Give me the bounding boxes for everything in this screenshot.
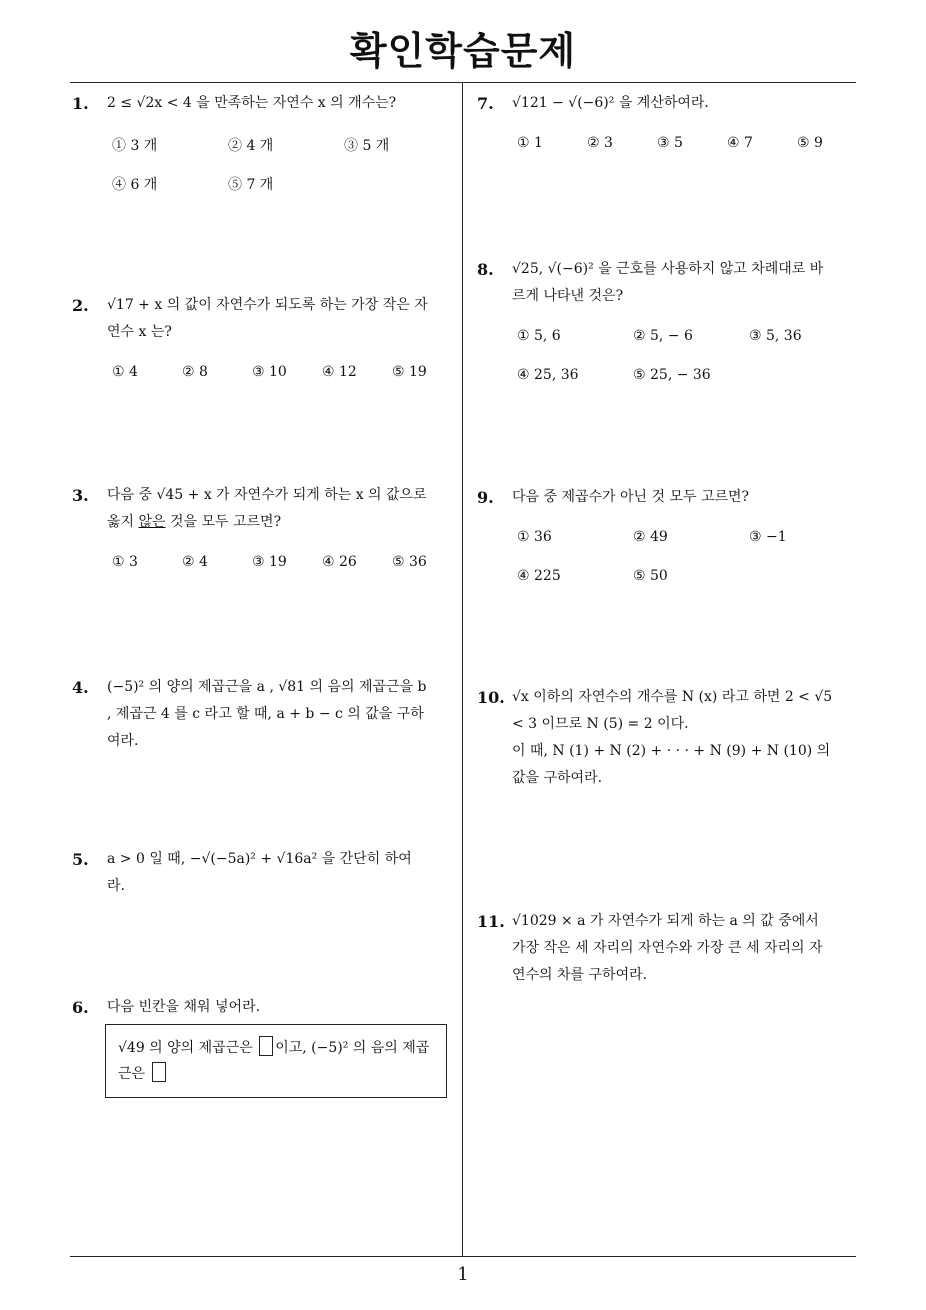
question-1 bbox=[72, 90, 428, 197]
question-number: 4. bbox=[72, 678, 89, 697]
fill-in-text-b: 이고, (−5)² 의 음의 제곱근은 bbox=[118, 1040, 430, 1082]
question-number: 11. bbox=[477, 912, 505, 931]
bottom-rule bbox=[70, 1256, 856, 1257]
question-7 bbox=[477, 90, 833, 155]
question-number: 5. bbox=[72, 850, 89, 869]
question-text: √17 + x 의 값이 자연수가 되도록 하는 가장 작은 자연수 x 는? bbox=[107, 297, 428, 340]
question-6 bbox=[72, 994, 428, 1021]
option-2[interactable]: ② 49 bbox=[633, 529, 668, 545]
question-number: 3. bbox=[72, 486, 89, 505]
option-3[interactable]: ③ 19 bbox=[252, 554, 287, 570]
page-number: 1 bbox=[457, 1264, 469, 1285]
option-3[interactable]: ③ 10 bbox=[252, 364, 287, 380]
option-1[interactable]: ① 4 bbox=[112, 364, 138, 380]
question-8 bbox=[477, 256, 833, 390]
question-text: √x 이하의 자연수의 개수를 N (x) 라고 하면 2 < √5 < 3 이므로 N (5) = 2 이다. bbox=[512, 689, 833, 732]
option-1[interactable]: ① 1 bbox=[517, 135, 543, 151]
option-5[interactable]: ⑤ 50 bbox=[633, 568, 668, 584]
option-1[interactable]: ① 3 bbox=[112, 554, 138, 570]
option-2[interactable]: ② 8 bbox=[182, 364, 208, 380]
question-text-a: 다음 중 √45 + x 가 자연수가 되게 하는 x 의 값으로 옳지 bbox=[107, 487, 427, 530]
option-2[interactable]: ② 3 bbox=[587, 135, 613, 151]
option-3[interactable]: ③ 5 bbox=[657, 135, 683, 151]
question-3 bbox=[72, 482, 428, 574]
option-4[interactable]: ④ 25, 36 bbox=[517, 367, 579, 383]
option-4[interactable]: ④ 6 개 bbox=[112, 177, 158, 193]
option-2[interactable]: ② 4 bbox=[182, 554, 208, 570]
question-number: 2. bbox=[72, 296, 89, 315]
fill-in-text-a: √49 의 양의 제곱근은 bbox=[118, 1040, 258, 1056]
column-divider bbox=[462, 83, 463, 1257]
option-1[interactable]: ① 3 개 bbox=[112, 138, 158, 154]
question-text: √25, √(−6)² 을 근호를 사용하지 않고 차례대로 바르게 나타낸 것은? bbox=[512, 261, 824, 304]
option-4[interactable]: ④ 7 bbox=[727, 135, 753, 151]
question-text: 2 ≤ √2x < 4 을 만족하는 자연수 x 의 개수는? bbox=[107, 95, 397, 111]
question-number: 8. bbox=[477, 260, 494, 279]
option-4[interactable]: ④ 225 bbox=[517, 568, 561, 584]
option-4[interactable]: ④ 12 bbox=[322, 364, 357, 380]
answer-blank-2[interactable] bbox=[152, 1062, 166, 1082]
question-text: √121 − √(−6)² 을 계산하여라. bbox=[512, 95, 709, 111]
question-text-2: 이 때, N (1) + N (2) + · · · + N (9) + N (10) 의 값을 구하여라. bbox=[512, 743, 831, 786]
option-3[interactable]: ③ 5 개 bbox=[344, 138, 390, 154]
option-5[interactable]: ⑤ 9 bbox=[797, 135, 823, 151]
question-5 bbox=[72, 846, 428, 900]
question-2 bbox=[72, 292, 428, 384]
top-rule bbox=[70, 82, 856, 83]
answer-blank-1[interactable] bbox=[259, 1036, 273, 1056]
question-text-b: 것을 모두 고르면? bbox=[165, 514, 282, 530]
option-2[interactable]: ② 5, − 6 bbox=[633, 328, 693, 344]
question-4 bbox=[72, 674, 428, 755]
option-3[interactable]: ③ 5, 36 bbox=[749, 328, 802, 344]
question-11 bbox=[477, 908, 833, 989]
option-5[interactable]: ⑤ 36 bbox=[392, 554, 427, 570]
question-text: (−5)² 의 양의 제곱근을 a , √81 의 음의 제곱근을 b , 제곱근 4 를 c 라고 할 때, a + b − c 의 값을 구하여라. bbox=[107, 679, 427, 749]
question-number: 9. bbox=[477, 488, 494, 507]
option-5[interactable]: ⑤ 25, − 36 bbox=[633, 367, 711, 383]
question-number: 10. bbox=[477, 688, 505, 707]
option-1[interactable]: ① 5, 6 bbox=[517, 328, 561, 344]
question-text: 다음 빈칸을 채워 넣어라. bbox=[107, 999, 261, 1015]
question-number: 7. bbox=[477, 94, 494, 113]
question-number: 1. bbox=[72, 94, 89, 113]
option-5[interactable]: ⑤ 7 개 bbox=[228, 177, 274, 193]
page-title: 확인학습문제 bbox=[349, 29, 577, 73]
question-number: 6. bbox=[72, 998, 89, 1017]
fill-in-box bbox=[105, 1024, 447, 1098]
option-3[interactable]: ③ −1 bbox=[749, 529, 787, 545]
question-text: √1029 × a 가 자연수가 되게 하는 a 의 값 중에서 가장 작은 세 자리의 자연수와 가장 큰 세 자리의 자연수의 차를 구하여라. bbox=[512, 913, 823, 983]
question-text: 다음 중 제곱수가 아닌 것 모두 고르면? bbox=[512, 489, 750, 505]
question-text: a > 0 일 때, −√(−5a)² + √16a² 을 간단히 하여라. bbox=[107, 851, 412, 894]
option-4[interactable]: ④ 26 bbox=[322, 554, 357, 570]
option-1[interactable]: ① 36 bbox=[517, 529, 552, 545]
option-5[interactable]: ⑤ 19 bbox=[392, 364, 427, 380]
question-9 bbox=[477, 484, 833, 591]
question-10 bbox=[477, 684, 833, 792]
option-2[interactable]: ② 4 개 bbox=[228, 138, 274, 154]
question-text-underlined: 않은 bbox=[138, 514, 166, 530]
